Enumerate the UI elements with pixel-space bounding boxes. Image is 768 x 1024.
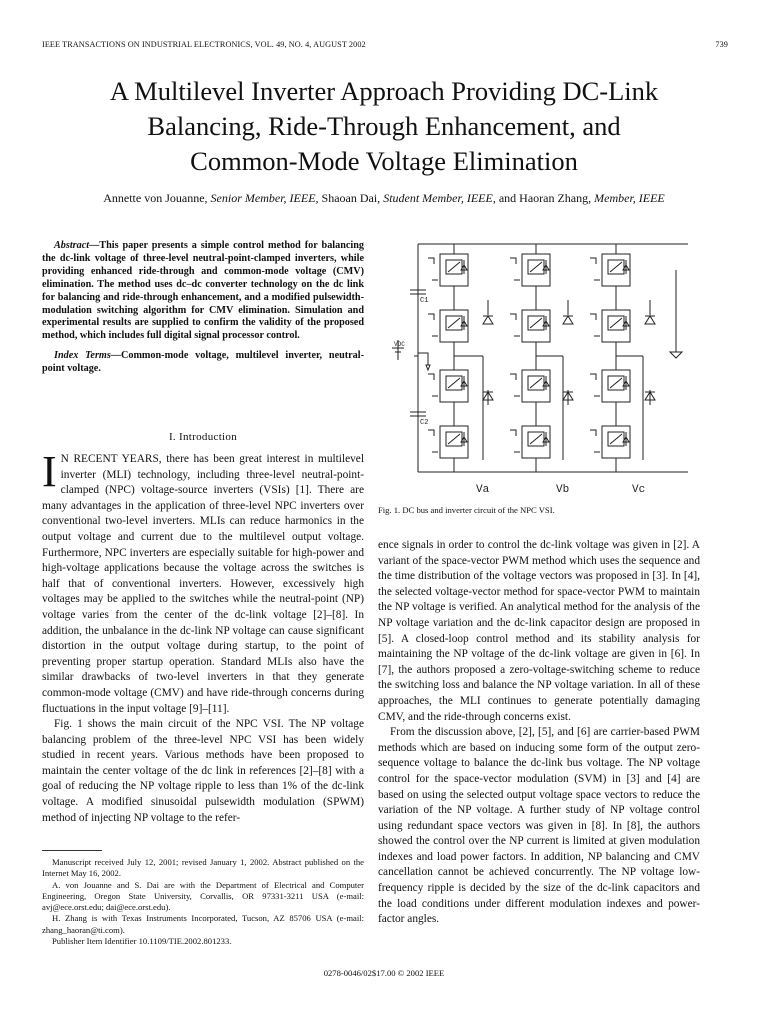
index-terms-label: Index Terms— [54, 350, 121, 362]
page-number: 739 [715, 40, 728, 49]
abstract-text: This paper presents a simple control method for balancing the dc-link voltage of three-level neutral-point-clamped inverters, while providing enhanced ride-through and common-mode voltage (CMV) elimination. The method uses dc–dc converter technology on the dc link for balancing and ride-through enhancement, and a modified pulsewidth-modulation switching algorithm for CMV elimination. Simulation and experimental results are supplied to confirm the validity of the proposed method, which includes full digital signal processor control. [42, 240, 364, 342]
section-heading-introduction: I. Introduction [168, 431, 238, 443]
author-1-name: Annette von Jouanne, [103, 191, 208, 205]
intro-paragraph-1 [42, 447, 364, 717]
introduction-body [42, 447, 364, 826]
copyright-footer: 0278-0046/02$17.00 © 2002 IEEE [323, 968, 445, 978]
index-terms-text: Common-mode voltage, multilevel inverter, neutral-point voltage. [42, 350, 364, 375]
capacitor-c2-label: C2 [420, 419, 429, 427]
author-2-name: Shaoan Dai, [321, 191, 381, 205]
right-column-body [378, 538, 700, 928]
right-paragraph-1: ence signals in order to control the dc-link voltage was given in [2]. A variant of the space-vector PWM method which uses the sequence and the time distribution of the voltage vectors was proposed in [3]. In [4], the selected voltage-vector method for space-vector PWM to maintain the NP voltage is verified. An analytical method for the analysis of the NP voltage variation and the dc-link capacitor design are proposed in [5]. A closed-loop control method and its stability analysis for maintaining the NP voltage of the dc-link voltage are given in [6]. In [7], the authors proposed a zero-voltage-switching scheme to reduce the switching loss and balance the NP voltage variation. In all of these approaches, the MLI continues to generate potentially damaging CMV, and the ride-through concerns exist. [378, 539, 700, 723]
title-line-2: Balancing, Ride-Through Enhancement, and [147, 111, 621, 141]
abstract-paragraph [42, 240, 364, 343]
title-line-1: A Multilevel Inverter Approach Providing DC-Link [109, 76, 659, 106]
title-line-3: Common-Mode Voltage Elimination [190, 146, 578, 176]
author-2-role: Student Member, IEEE, [383, 191, 496, 205]
running-header-journal: IEEE TRANSACTIONS ON INDUSTRIAL ELECTRONICS, VOL. 49, NO. 4, AUGUST 2002 [42, 40, 366, 49]
footnote-affiliation-1: A. von Jouanne and S. Dai are with the Department of Electrical and Computer Engineering, Oregon State University, Corvallis, OR 97331-3211 USA (e-mail: avj@ece.orst.edu; dai@ece.orst.edu). [42, 879, 364, 913]
footnotes [42, 857, 364, 947]
figure-caption: Fig. 1. DC bus and inverter circuit of the NPC VSI. [378, 505, 555, 515]
intro-paragraph-2: Fig. 1 shows the main circuit of the NPC VSI. The NP voltage balancing problem of the three-level NPC VSI has been widely studied in recent years. Various methods have been proposed to maintain the center voltage of the dc link in references [2]–[8] with a goal of reducing the NP voltage ripple to less than 1% of the dc-link voltage. A modified sinusoidal pulsewidth modulation (SPWM) method of injecting NP voltage to the refer- [42, 718, 364, 824]
footnote-affiliation-2: H. Zhang is with Texas Instruments Incorporated, Tucson, AZ 85706 USA (e-mail: zhang_haoran@ti.com). [42, 913, 364, 935]
capacitor-c1-label: C1 [420, 297, 429, 305]
index-terms-paragraph [42, 350, 364, 376]
abstract-label: Abstract— [54, 240, 100, 251]
author-3-role: Member, IEEE [594, 191, 665, 205]
footnote-identifier: Publisher Item Identifier 10.1109/TIE.2002.801233. [52, 936, 232, 947]
phase-vc-label: Vc [632, 484, 646, 496]
paper-title [20, 74, 748, 179]
abstract-block [42, 240, 364, 386]
author-3-name: and Haoran Zhang, [498, 191, 592, 205]
intro-paragraph-1-text: N RECENT YEARS, there has been great interest in multilevel inverter (MLI) technology, including three-level neutral-point-clamped (NPC) voltage-source inverters (VSIs) [1]. There are many advantages in the application of three-level NPC inverters over conventional two-level inverters. MLIs can reduce harmonics in the output voltage and current due to the multilevel output voltage. Furthermore, NPC inverters are especially suitable for high-power and high-voltage applications because the voltage across the switches is half that of conventional inverters. However, excessively high voltages may be applied to the switches while the neutral-point (NP) voltage varies from the center of the dc-link voltage [2]–[8]. In addition, the unbalance in the dc-link NP voltage can cause significant distortion in the output voltage during startup, to the point of preventing proper startup operation. Standard MLIs also have the similar drawbacks of two-level inverters in that they generate common-mode voltage (CMV) and have ride-through concerns during fluctuations in the input voltage [9]–[11]. [42, 453, 364, 715]
author-1-role: Senior Member, IEEE, [210, 191, 319, 205]
vdc-label: VDC [394, 341, 405, 348]
circuit-figure [388, 240, 698, 500]
footnote-received: Manuscript received July 12, 2001; revised January 1, 2002. Abstract published on the Internet May 16, 2002. [42, 857, 364, 879]
phase-va-label: Va [476, 484, 490, 496]
footnote-rule [42, 850, 102, 851]
drop-cap: I [42, 447, 57, 496]
right-paragraph-2: From the discussion above, [2], [5], and [6] are carrier-based PWM methods which are based on inducing some form of the output zero-sequence voltage to balance the dc-link bus voltage. The NP voltage control for the space-vector modulation (SVM) in [3] and [4] are based on using the selected output voltage space vectors to reduce the variation of the NP voltage. A further study of NP voltage control using redundant space vectors was given in [8]. In [8], the authors showed the control over the NP current is limited at given modulation indexes and load power factors. In addition, NP balancing and CMV cancellation cannot be achieved concurrently. The NP voltage low-frequency ripple is decided by the size of the dc-link capacitors and the load conditions under different modulation indexes and power-factor angles. [378, 726, 700, 926]
author-line [20, 191, 748, 206]
phase-vb-label: Vb [556, 484, 570, 496]
